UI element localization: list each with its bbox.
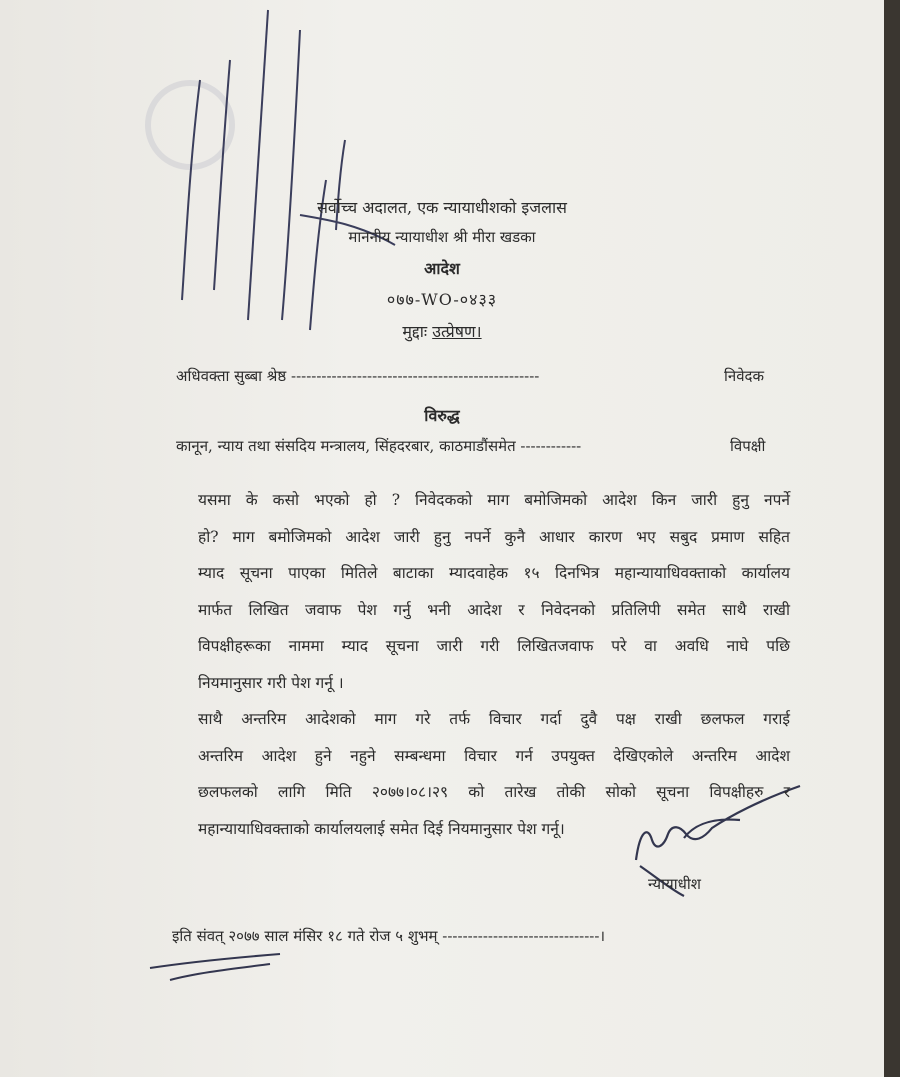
signatory-title: न्यायाधीश — [648, 875, 701, 893]
paragraph-2-line: महान्यायाधिवक्ताको कार्यालयलाई समेत दिई नियमानुसार पेश गर्नू। — [198, 819, 565, 838]
respondent-line: कानून, न्याय तथा संसदिय मन्त्रालय, सिंहदरबार, काठमाडौंसमेत ------------ — [176, 437, 582, 455]
paragraph-2-line: अन्तरिम आदेश हुने नहुने सम्बन्धमा विचार गर्न उपयुक्त देखिएकोले अन्तरिम आदेश — [198, 746, 790, 765]
paragraph-1 — [172, 482, 790, 701]
judge-name: माननीय न्यायाधीश श्री मीरा खडका — [348, 228, 536, 246]
paragraph-2 — [172, 701, 790, 847]
paragraph-2-line: छलफलको लागि मिति २०७७।०८।२९ को तारेख तोकी सोको सूचना विपक्षीहरु र — [198, 783, 790, 801]
petitioner-line: अधिवक्ता सुब्बा श्रेष्ठ ------------------------------------------------- — [176, 367, 540, 385]
closing-date-line: इति संवत् २०७७ साल मंसिर १८ गते रोज ५ शुभम् -------------------------------। — [172, 927, 606, 945]
paragraph-1-line: म्याद सूचना पाएका मितिले बाटाका म्यादवाहेक १५ दिनभित्र महान्यायाधिवक्ताको कार्यालय — [198, 564, 790, 582]
respondent-role: विपक्षी — [730, 437, 766, 455]
subject-value: उत्प्रेषण। — [432, 322, 482, 341]
paragraph-1-line: विपक्षीहरूका नाममा म्याद सूचना जारी गरी लिखितजवाफ परे वा अवधि नाघे पछि — [198, 637, 790, 655]
paragraph-1-line: नियमानुसार गरी पेश गर्नू । — [198, 673, 344, 692]
case-subject — [0, 320, 884, 342]
paragraph-1-line: मार्फत लिखित जवाफ पेश गर्नु भनी आदेश र निवेदनको प्रतिलिपी समेत साथै राखी — [198, 600, 790, 619]
paragraph-1-line: हो? माग बमोजिमको आदेश जारी हुनु नपर्ने कुनै आधार कारण भए सबुद प्रमाण सहित — [198, 527, 790, 546]
petitioner-role: निवेदक — [724, 367, 765, 385]
subject-label: मुद्दाः — [402, 322, 428, 341]
paragraph-2-line: साथै अन्तरिम आदेशको माग गरे तर्फ विचार गर्दा दुवै पक्ष राखी छलफल गराई — [198, 710, 790, 728]
stamp-mark — [148, 83, 232, 167]
document-type: आदेश — [424, 259, 460, 278]
versus-heading: विरुद्ध — [424, 406, 460, 425]
paragraph-1-line: यसमा के कसो भएको हो ? निवेदकको माग बमोजिमको आदेश किन जारी हुनु नपर्ने — [198, 491, 790, 509]
case-number: ०७७-WO-०४३३ — [386, 290, 498, 309]
court-name: सर्वोच्च अदालत, एक न्यायाधीशको इजलास — [317, 198, 567, 217]
handwriting-strokes — [182, 10, 395, 330]
footer-flourish — [150, 954, 280, 980]
